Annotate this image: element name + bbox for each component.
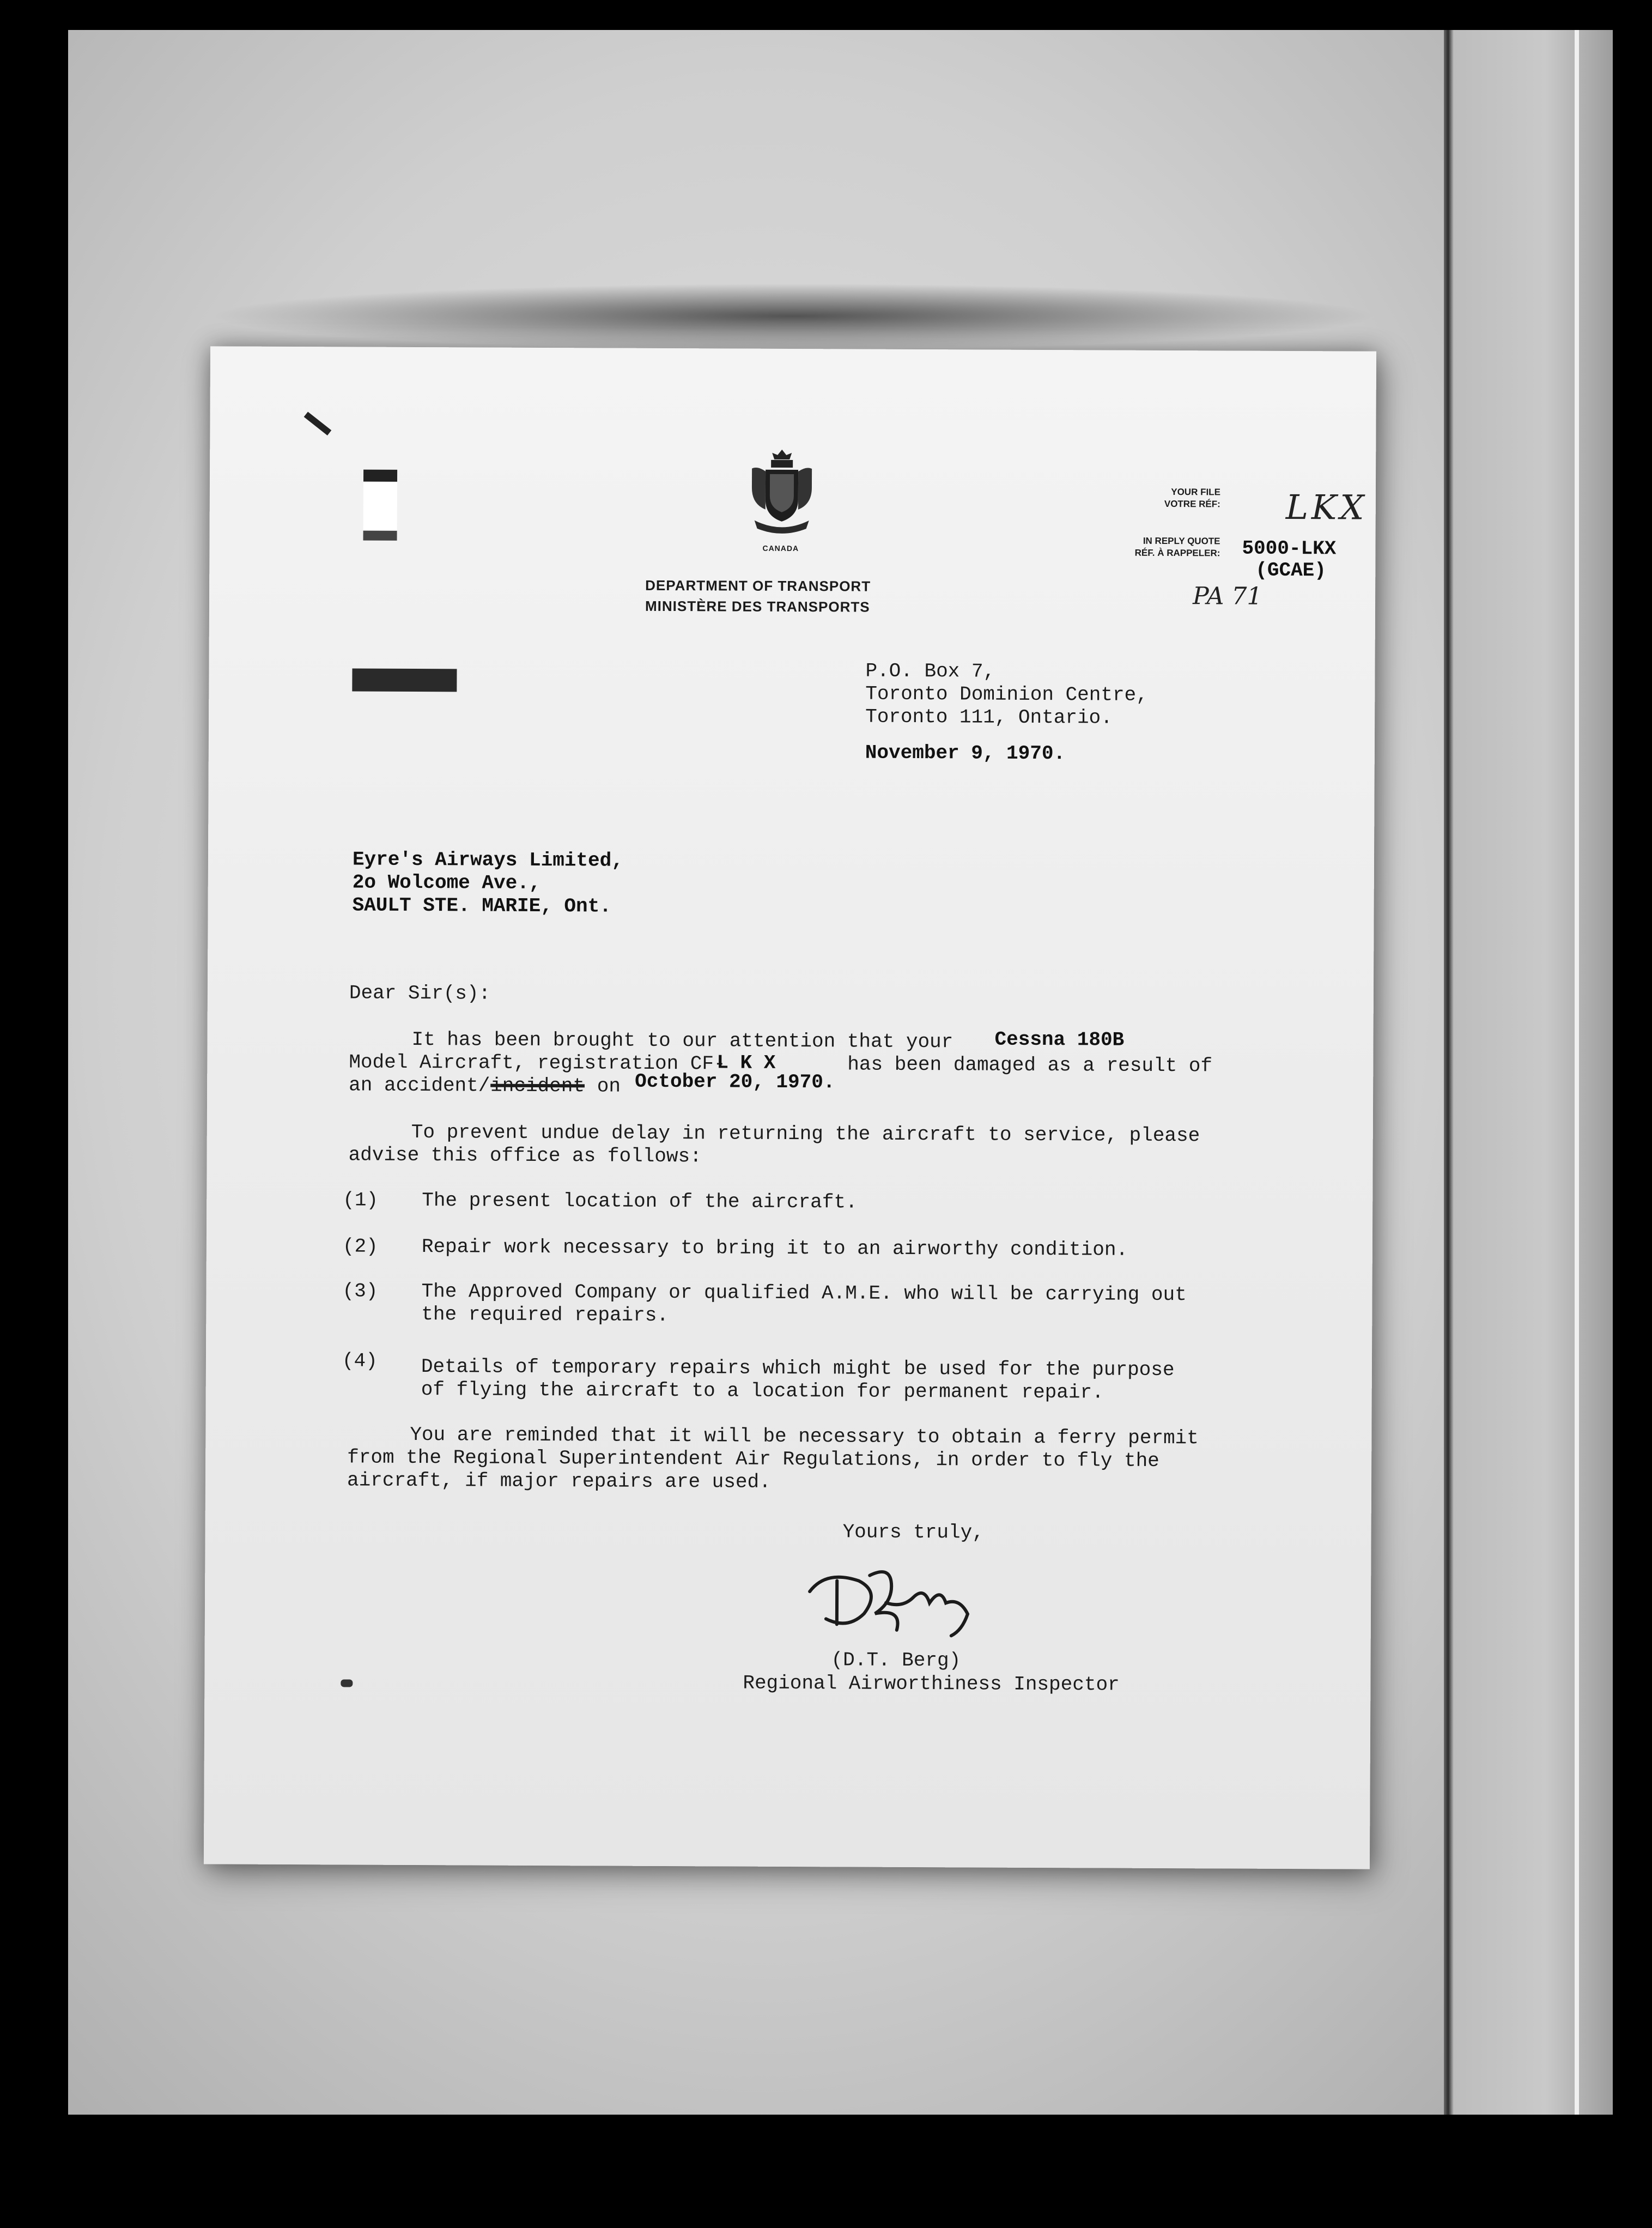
handwritten-note: PA 71	[1192, 582, 1262, 610]
item-text: the required repairs.	[421, 1303, 669, 1327]
registration-marks: L K X	[716, 1051, 776, 1074]
struck-out-word: incident	[490, 1074, 585, 1098]
item-number: (2)	[342, 1235, 378, 1258]
item-text: The Approved Company or qualified A.M.E. who will be carrying out	[421, 1280, 1187, 1306]
your-file-handwritten: LKX	[1285, 487, 1368, 528]
paragraph-1-line: on	[585, 1075, 621, 1098]
paragraph-2-line: To prevent undue delay in returning the aircraft to service, please	[411, 1121, 1200, 1147]
reply-quote-label: IN REPLY QUOTE	[1143, 535, 1220, 547]
sender-address-line: P.O. Box 7,	[865, 659, 995, 683]
item-number: (3)	[342, 1280, 378, 1303]
paragraph-3-line: from the Regional Superintendent Air Regulations, in order to fly the	[347, 1446, 1159, 1472]
handwritten-signature	[804, 1559, 1012, 1652]
paragraph-1-line: has been damaged as a result of	[847, 1053, 1213, 1077]
recipient-line: 2o Wolcome Ave.,	[352, 871, 541, 894]
item-text: of flying the aircraft to a location for permanent repair.	[421, 1378, 1104, 1404]
department-name-fr: MINISTÈRE DES TRANSPORTS	[645, 597, 870, 615]
aircraft-type: Cessna 180B	[994, 1028, 1125, 1051]
punch-hole	[363, 470, 398, 541]
item-number: (4)	[342, 1349, 378, 1372]
your-file-label: YOUR FILE	[1171, 487, 1220, 498]
registered-stamp	[352, 668, 457, 692]
item-text: Repair work necessary to bring it to an airworthy condition.	[421, 1236, 1128, 1261]
salutation: Dear Sir(s):	[349, 982, 491, 1005]
votre-ref-label: VOTRE RÉF:	[1164, 498, 1220, 510]
canada-coat-of-arms-icon	[744, 447, 821, 540]
recipient-line: Eyre's Airways Limited,	[352, 848, 623, 872]
item-number: (1)	[343, 1189, 379, 1212]
paragraph-2-line: advise this office as follows:	[348, 1143, 702, 1168]
ref-rappeler-label: RÉF. À RAPPELER:	[1134, 547, 1220, 559]
sender-address-line: Toronto 111, Ontario.	[865, 705, 1113, 729]
paragraph-3-line: You are reminded that it will be necessary to obtain a ferry permit	[410, 1423, 1199, 1450]
paragraph-1-line: an accident/	[349, 1074, 490, 1097]
paragraph-3-line: aircraft, if major repairs are used.	[347, 1469, 771, 1493]
reply-reference-code: (GCAE)	[1255, 559, 1327, 582]
letter-sheet	[204, 346, 1376, 1869]
signatory-name: (D.T. Berg)	[831, 1649, 961, 1672]
recipient-line: SAULT STE. MARIE, Ont.	[352, 894, 611, 918]
item-text: Details of temporary repairs which might be used for the purpose	[421, 1355, 1175, 1382]
item-text: The present location of the aircraft.	[422, 1189, 858, 1214]
paragraph-1-line: Model Aircraft, registration CF-	[349, 1051, 726, 1075]
board-edge-strip	[1444, 30, 1613, 2115]
sheet-shadow	[207, 283, 1378, 349]
department-name-en: DEPARTMENT OF TRANSPORT	[645, 577, 871, 595]
valediction: Yours truly,	[842, 1521, 984, 1544]
signatory-title: Regional Airworthiness Inspector	[743, 1672, 1120, 1696]
ink-speck	[341, 1679, 353, 1687]
country-label: CANADA	[762, 543, 799, 553]
paper-tear	[304, 411, 332, 435]
accident-date: October 20, 1970.	[635, 1070, 835, 1094]
letter-date: November 9, 1970.	[865, 741, 1066, 765]
paragraph-1-line: It has been brought to our attention that your	[411, 1028, 953, 1054]
reply-reference: 5000-LKX	[1242, 537, 1337, 560]
sender-address-line: Toronto Dominion Centre,	[865, 682, 1148, 706]
